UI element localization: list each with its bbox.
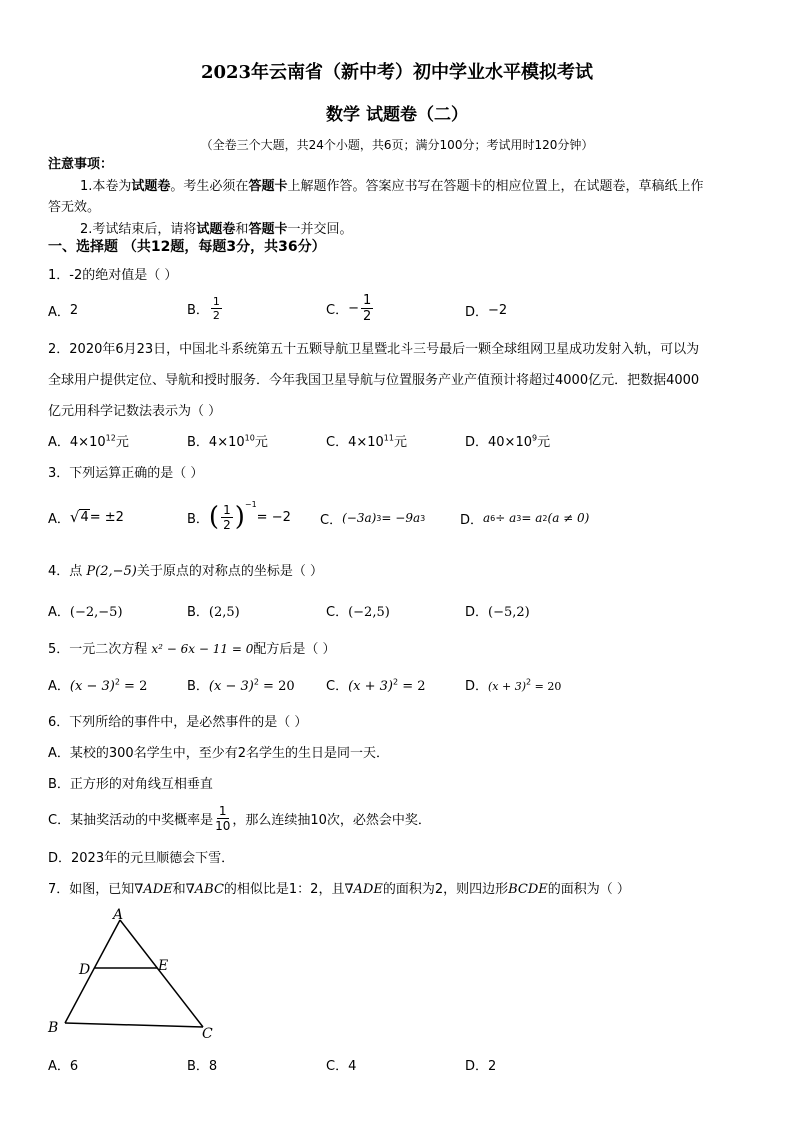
- q2-option-a[interactable]: A．$4\times 10^{12}$元: [48, 433, 129, 450]
- q6-option-d[interactable]: D．2023年的元旦顺德会下雪．: [48, 851, 235, 866]
- q1-option-d[interactable]: D． −2: [465, 302, 508, 320]
- question-2-line-1: 2．2020年6月23日，中国北斗系统第五十五颗导航卫星暨北斗三号最后一颗全球组网卫星成功发射入轨，可以为: [48, 342, 700, 357]
- segment-bc: [65, 1023, 203, 1027]
- q3-option-c[interactable]: C． (−3a) 3 = −9a 3: [320, 511, 426, 528]
- label-e: E: [158, 958, 169, 974]
- q1-option-a[interactable]: A． 2: [48, 302, 79, 320]
- fraction: $\frac{1}{2}$: [223, 502, 231, 532]
- q3-option-d[interactable]: D． a 6 ÷ a 3 = a 2 (a ≠ 0): [460, 511, 590, 528]
- notice-item-1-cont: 答无效。: [48, 200, 101, 215]
- q6-option-b[interactable]: B．正方形的对角线互相垂直: [48, 777, 213, 792]
- section-heading: 一、选择题 （共12题，每题3分，共36分）: [48, 239, 326, 255]
- triangle-figure: [40, 905, 230, 1045]
- fraction: $\frac{1}{2}$: [212, 294, 220, 322]
- notice-item-2: 2.考试结束后，请将试题卷和答题卡一并交回。: [80, 222, 353, 237]
- question-4-stem: 4．点 P(2,−5)关于原点的对称点的坐标是（ ）: [48, 564, 324, 579]
- question-7-stem: 7．如图，已知∇ADE和∇ABC的相似比是1：2，且∇ADE的面积为2，则四边形BCDE的面积为（ ）: [48, 882, 630, 897]
- q4-option-a[interactable]: A．(−2,−5): [48, 605, 123, 620]
- notice-item-1: 1.本卷为试题卷。考生必须在答题卡上解题作答。答案应书写在答题卡的相应位置上，在试题卷，草稿纸上作: [80, 179, 704, 194]
- label-a: A: [113, 907, 124, 923]
- sqrt-symbol: √: [69, 508, 80, 526]
- segment-ab: [65, 920, 120, 1023]
- q6-option-c[interactable]: C．某抽奖活动的中奖概率是 $\frac{1}{10}$ ，那么连续抽10次，必然会中奖．: [48, 803, 431, 833]
- q7-option-c[interactable]: C．4: [326, 1059, 357, 1074]
- question-3-stem: 3．下列运算正确的是（ ）: [48, 466, 204, 481]
- q7-option-b[interactable]: B．8: [187, 1059, 218, 1074]
- q5-option-c[interactable]: C．$(x + 3)^2 = 2$: [326, 677, 426, 694]
- q7-option-a[interactable]: A．6: [48, 1059, 79, 1074]
- q5-option-b[interactable]: B．$(x - 3)^2 = 20$: [187, 677, 295, 694]
- q7-option-d[interactable]: D．2: [465, 1059, 497, 1074]
- q4-option-b[interactable]: B．(2,5): [187, 605, 240, 620]
- exam-note: （全卷三个大题，共24个小题，共6页；满分100分；考试用时120分钟）: [200, 138, 594, 152]
- q1-option-c[interactable]: C． − $\frac{1}{2}$: [326, 292, 372, 324]
- question-2-line-2: 全球用户提供定位、导航和授时服务．今年我国卫星导航与位置服务产业产值预计将超过4000亿元．把数据4000: [48, 373, 700, 388]
- q4-option-d[interactable]: D．(−5,2): [465, 605, 530, 620]
- question-2-line-3: 亿元用科学记数法表示为（ ）: [48, 404, 222, 419]
- exam-title: 2023年云南省（新中考）初中学业水平模拟考试: [200, 62, 594, 83]
- notice-heading: 注意事项：: [48, 157, 114, 172]
- fraction: $\frac{1}{2}$: [362, 292, 372, 324]
- q4-option-c[interactable]: C．(−2,5): [326, 605, 390, 620]
- q5-option-d[interactable]: D．$(x + 3)^2 = 20$: [465, 677, 562, 694]
- q2-option-c[interactable]: C．$4\times 10^{11}$元: [326, 433, 407, 450]
- q3-option-a[interactable]: A． √ 4 = ±2: [48, 508, 124, 527]
- label-b: B: [48, 1020, 59, 1036]
- q6-option-a[interactable]: A．某校的300名学生中，至少有2名学生的生日是同一天．: [48, 746, 389, 761]
- question-6-stem: 6．下列所给的事件中，是必然事件的是（ ）: [48, 715, 308, 730]
- question-1-stem: 1．-2的绝对值是（ ）: [48, 268, 178, 283]
- q5-option-a[interactable]: A．$(x - 3)^2 = 2$: [48, 677, 148, 694]
- exam-subtitle: 数学 试题卷（二）: [326, 105, 468, 125]
- question-5-stem: 5．一元二次方程 x² − 6x − 11 = 0配方后是（ ）: [48, 642, 336, 657]
- label-d: D: [79, 962, 91, 978]
- label-c: C: [202, 1026, 213, 1042]
- q1-option-b[interactable]: B． $\frac{1}{2}$: [187, 294, 220, 322]
- fraction: $\frac{1}{10}$: [215, 803, 231, 833]
- q2-option-d[interactable]: D．$40\times 10^9$元: [465, 433, 551, 450]
- q2-option-b[interactable]: B．$4\times 10^{10}$元: [187, 433, 268, 450]
- q3-option-b[interactable]: B． ( $\frac{1}{2}$ ) $^{-1}$ = −2: [187, 500, 291, 532]
